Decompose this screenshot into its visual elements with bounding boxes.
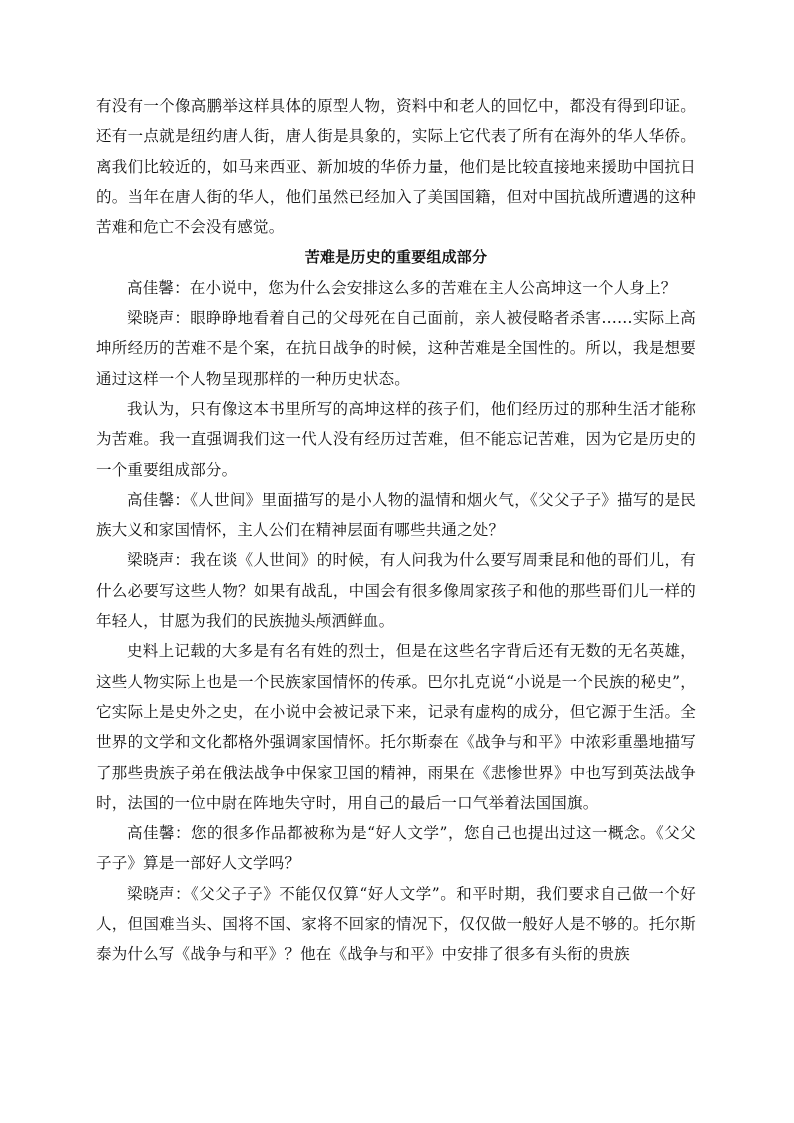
paragraph-answer-3: 梁晓声：《父父子子》不能仅仅算“好人文学”。和平时期，我们要求自己做一个好人，但国难当头、国将不国、家将不回家的情况下，仅仅做一般好人是不够的。托尔斯泰为什么写《战争与和平》？他在《战争与和平》中安排了很多有头衔的贵族	[96, 884, 696, 964]
paragraph-question-2: 高佳馨：《人世间》里面描写的是小人物的温情和烟火气，《父父子子》描写的是民族大义和家国情怀，主人公们在精神层面有哪些共通之处？	[96, 490, 696, 540]
paragraph-question-3: 高佳馨：您的很多作品都被称为是“好人文学”，您自己也提出过这一概念。《父父子子》算是一部好人文学吗？	[96, 824, 696, 873]
document-body	[96, 91, 696, 970]
paragraph-intro: 有没有一个像高鹏举这样具体的原型人物，资料中和老人的回忆中，都没有得到印证。还有一点就是纽约唐人街，唐人街是具象的，实际上它代表了所有在海外的华人华侨。离我们比较近的，如马来西亚、新加坡的华侨力量，他们是比较直接地来援助中国抗日的。当年在唐人街的华人，他们虽然已经加入了美国国籍，但对中国抗战所遭遇的这种苦难和危亡不会没有感觉。	[96, 97, 696, 237]
section-heading: 苦难是历史的重要组成部分	[304, 248, 488, 267]
paragraph-question-1: 高佳馨：在小说中，您为什么会安排这么多的苦难在主人公高坤这一个人身上？	[127, 278, 677, 297]
paragraph-answer-1: 梁晓声：眼睁睁地看着自己的父母死在自己面前，亲人被侵略者杀害……实际上高坤所经历的苦难不是个案，在抗日战争的时候，这种苦难是全国性的。所以，我是想要通过这样一个人物呈现那样的一种历史状态。	[96, 309, 696, 388]
paragraph-answer-1-cont: 我认为，只有像这本书里所写的高坤这样的孩子们，他们经历过的那种生活才能称为苦难。我一直强调我们这一代人没有经历过苦难，但不能忘记苦难，因为它是历史的一个重要组成部分。	[96, 399, 696, 479]
paragraph-answer-2: 梁晓声：我在谈《人世间》的时候，有人问我为什么要写周秉昆和他的哥们儿，有什么必要写这些人物？如果有战乱，中国会有很多像周家孩子和他的那些哥们儿一样的年轻人，甘愿为我们的民族抛头颅洒鲜血。	[96, 551, 696, 631]
paragraph-answer-2-cont: 史料上记载的大多是有名有姓的烈士，但是在这些名字背后还有无数的无名英雄，这些人物实际上也是一个民族家国情怀的传承。巴尔扎克说“小说是一个民族的秘史”，它实际上是史外之史，在小说中会被记录下来，记录有虚构的成分，但它源于生活。全世界的文学和文化都格外强调家国情怀。托尔斯泰在《战争与和平》中浓彩重墨地描写了那些贵族子弟在俄法战争中保家卫国的精神，雨果在《悲惨世界》中也写到英法战争时，法国的一位中尉在阵地失守时，用自己的最后一口气举着法国国旗。	[96, 642, 696, 812]
